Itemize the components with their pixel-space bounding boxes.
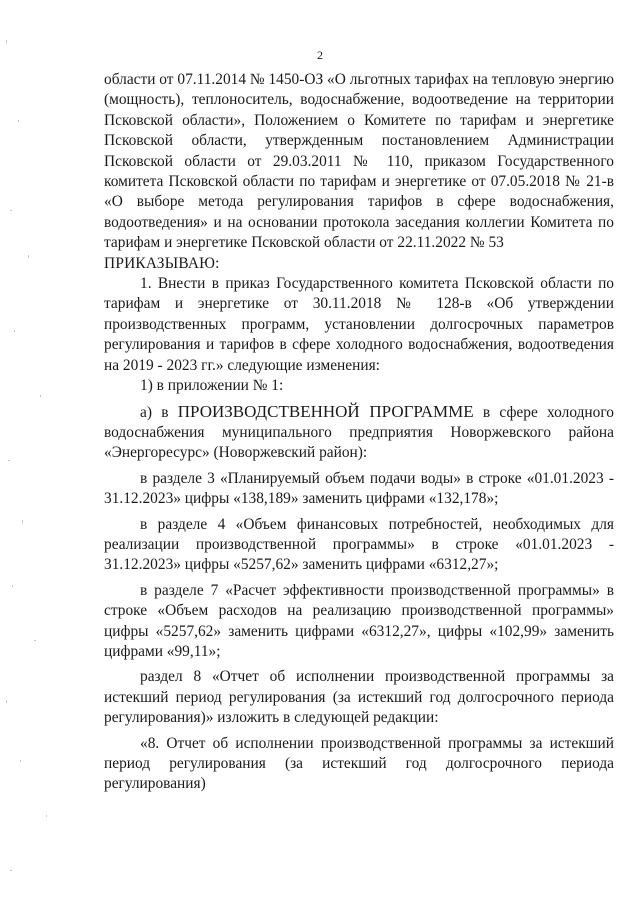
order-heading: ПРИКАЗЫВАЮ: <box>104 254 220 272</box>
preamble-paragraph: области от 07.11.2014 № 1450-ОЗ «О льготных тарифах на тепловую энергию (мощность), теплоноситель, водоснабжение, водоотведение на территории Псковской области», Положением о Комитете по тарифам и энергетике Псковской области, утвержденным постановлением Администрации Псковской области от 29.03.2011 № 110, приказом Государственного комитета Псковской области по тарифам и энергетике от 07.05.2018 № 21-в «О выборе метода регулирования тарифов в сфере водоснабжения, водоотведения» и на основании протокола заседания коллегии Комитета по тарифам и энергетике Псковской области от 22.11.2022 № 53 <box>104 71 614 252</box>
production-program-title: ПРОИЗВОДСТВЕННОЙ ПРОГРАММЕ <box>177 401 474 421</box>
subclause-a-suffix: в сфере холодного водоснабжения муниципального предприятия Новоржевского района «Энергоресурс» (Новоржевский район): <box>104 403 614 462</box>
page-number: 2 <box>317 48 323 62</box>
section-8-change: раздел 8 «Отчет об исполнении производственной программы за истекший период регулирования (за истекший год долгосрочного периода регулирования)» изложить в следующей редакции: <box>104 668 614 727</box>
subclause-a-paragraph <box>104 402 614 464</box>
subclause-a-prefix: а) в <box>140 403 178 421</box>
subclause-1-paragraph: 1) в приложении № 1: <box>140 377 284 395</box>
clause-1-paragraph: 1. Внести в приказ Государственного комитета Псковской области по тарифам и энергетике от 30.11.2018 № 128-в «Об утверждении производственных программ, установлении долгосрочных параметров регулирования и тарифов в сфере холодного водоснабжения, водоотведения на 2019 - 2023 гг.» следующие изменения: <box>104 275 614 374</box>
section-7-change: в разделе 7 «Расчет эффективности производственной программы» в строке «Объем расходов на реализацию производственной программы» цифры «5257,62» заменить цифрами «6312,27», цифры «102,99» заменить цифрами «99,11»; <box>104 581 614 660</box>
scan-noise <box>0 0 70 905</box>
section-4-change: в разделе 4 «Объем финансовых потребностей, необходимых для реализации производственной программы» в строке «01.01.2023 - 31.12.2023» цифры «5257,62» заменить цифрами «6312,27»; <box>104 515 614 574</box>
section-3-change: в разделе 3 «Планируемый объем подачи воды» в строке «01.01.2023 - 31.12.2023» цифры «138,189» заменить цифрами «132,178»; <box>104 469 614 508</box>
section-8-new-text: «8. Отчет об исполнении производственной программы за истекший период регулирования (за истекший год долгосрочного периода регулирования) <box>104 734 614 793</box>
document-body <box>104 70 614 795</box>
